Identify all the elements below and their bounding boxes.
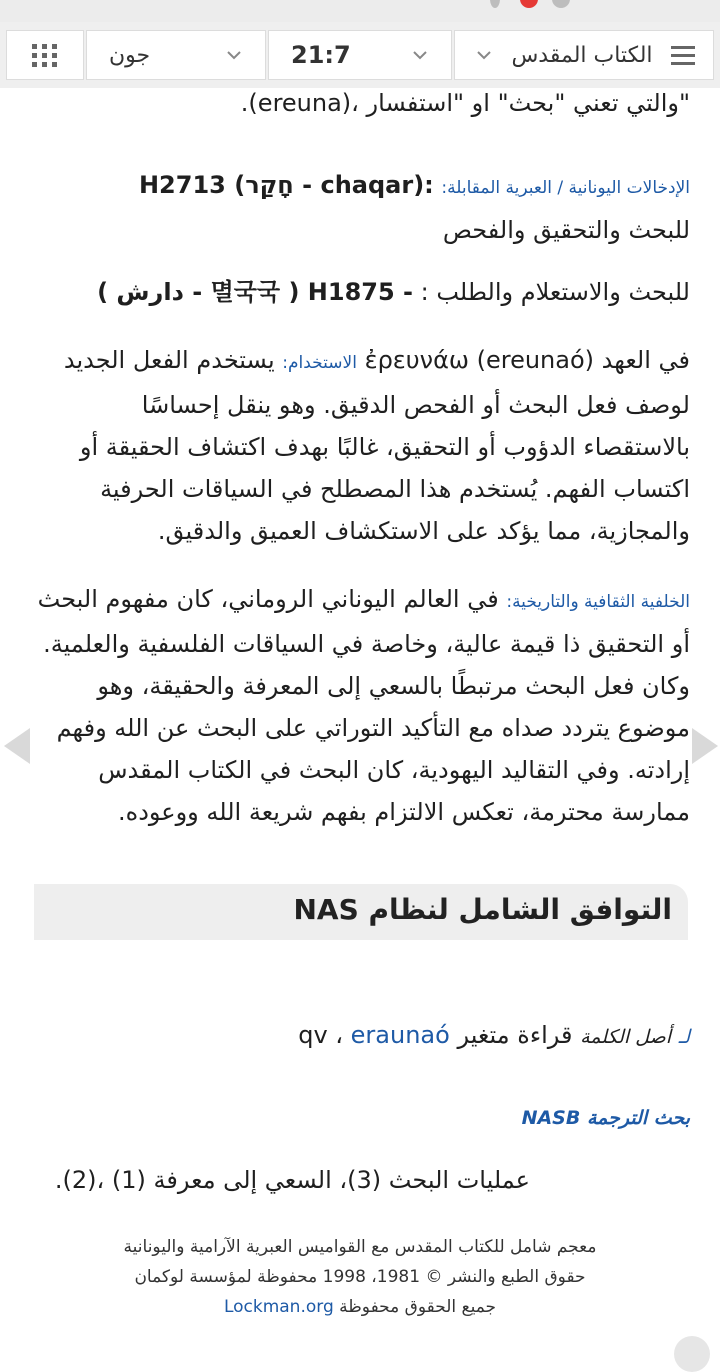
strongs-code-h1875[interactable]: ( دارش - 멸국국 ) H1875 -	[97, 278, 413, 306]
usage-paragraph	[30, 339, 690, 552]
verse-dropdown[interactable]	[268, 30, 452, 80]
background-paragraph	[30, 578, 690, 833]
next-arrow-icon[interactable]	[690, 726, 720, 766]
usage-label: الاستخدام:	[282, 353, 357, 373]
greek-word: ἐρευνάω (ereunaó)	[364, 346, 595, 374]
hebrew-entry-2	[30, 271, 690, 313]
status-dot-icon	[490, 0, 500, 8]
status-dot-icon	[520, 0, 538, 8]
previous-arrow-icon[interactable]	[2, 726, 32, 766]
chevron-down-icon	[225, 46, 243, 64]
toolbar	[0, 22, 720, 88]
lexicon-entry	[30, 88, 690, 833]
translation-heading	[30, 1100, 690, 1136]
scroll-top-button[interactable]	[674, 1336, 710, 1372]
grid-icon	[30, 42, 60, 68]
lockman-link[interactable]: Lockman.org	[223, 1297, 334, 1317]
book-value: الكتاب المقدس	[511, 42, 653, 68]
background-text: في العالم اليوناني الروماني، كان مفهوم البحث أو التحقيق ذا قيمة عالية، وخاصة في السياقات الفلسفية والعلمية. وكان فعل البحث مرتبطًا بالسعي إلى المعرفة والحقيقة، وهو موضوع يتردد صداه مع التأكيد التوراتي على البحث عن الله وفهم إرادته. وفي التقاليد اليهودية، كان البحث في الكتاب المقدس ممارسة محترمة، تعكس الالتزام بفهم شريعة الله ووعوده.	[37, 585, 690, 826]
translation-label: بحث الترجمة	[586, 1107, 690, 1129]
hebrew-entry-1	[30, 164, 690, 251]
footer-line-2: حقوق الطبع والنشر © 1981، 1998 محفوظة لمؤسسة لوكمان	[134, 1267, 586, 1287]
footer-rights: جميع الحقوق محفوظة	[339, 1297, 497, 1317]
corresponding-entries-label: الإدخالات اليونانية / العبرية المقابلة:	[441, 178, 690, 198]
word-origin-line	[30, 1010, 690, 1062]
intro-line: "والتي تعني "بحث" او "استفسار ،(ereuna).	[240, 89, 690, 117]
translation-text: عمليات البحث (3)، السعي إلى معرفة (1) ،(2).	[54, 1166, 530, 1194]
strongs-code-h2713[interactable]: H2713 (חָקַר - chaqar):	[138, 171, 434, 199]
footer-line-3	[0, 1292, 720, 1322]
chevron-down-icon	[475, 46, 493, 64]
grid-menu-button[interactable]	[6, 30, 84, 80]
copyright-footer	[0, 1232, 720, 1322]
hamburger-menu-icon[interactable]	[671, 41, 695, 70]
month-value: جون	[109, 42, 151, 68]
variant-word-link[interactable]: eraunaó	[350, 1021, 450, 1049]
usage-text: يستخدم الفعل الجديد لوصف فعل البحث أو الفحص الدقيق. وهو ينقل إحساسًا بالاستقصاء الدؤوب أو التحقيق، غالبًا بهدف اكتشاف الحقيقة أو اكتساب الفهم. يُستخدم هذا المصطلح في السياقات الحرفية والمجازية، مما يؤكد على الاستكشاف العميق والدقيق.	[63, 346, 690, 545]
qv-text: ، qv	[298, 1021, 344, 1049]
book-dropdown[interactable]	[454, 30, 714, 80]
footer-line-1: معجم شامل للكتاب المقدس مع القواميس العبرية الآرامية واليونانية	[123, 1237, 597, 1257]
background-label: الخلفية الثقافية والتاريخية:	[506, 592, 690, 612]
status-dot-icon	[552, 0, 570, 8]
chevron-down-icon	[411, 46, 429, 64]
translation-code: NASB	[521, 1107, 581, 1129]
variant-label: قراءة متغير	[457, 1021, 573, 1049]
entry-definition-1: للبحث والتحقيق والفحص	[442, 216, 690, 244]
entry-definition-2: للبحث والاستعلام والطلب :	[420, 278, 690, 306]
origin-label: أصل الكلمة	[580, 1026, 671, 1048]
origin-suffix: لـ	[678, 1026, 690, 1048]
verse-value: 21:7	[291, 41, 351, 69]
usage-intro: في العهد	[601, 346, 690, 374]
status-strip	[0, 0, 720, 22]
nas-section-heading: التوافق الشامل لنظام NAS	[34, 884, 688, 940]
month-dropdown[interactable]	[86, 30, 266, 80]
